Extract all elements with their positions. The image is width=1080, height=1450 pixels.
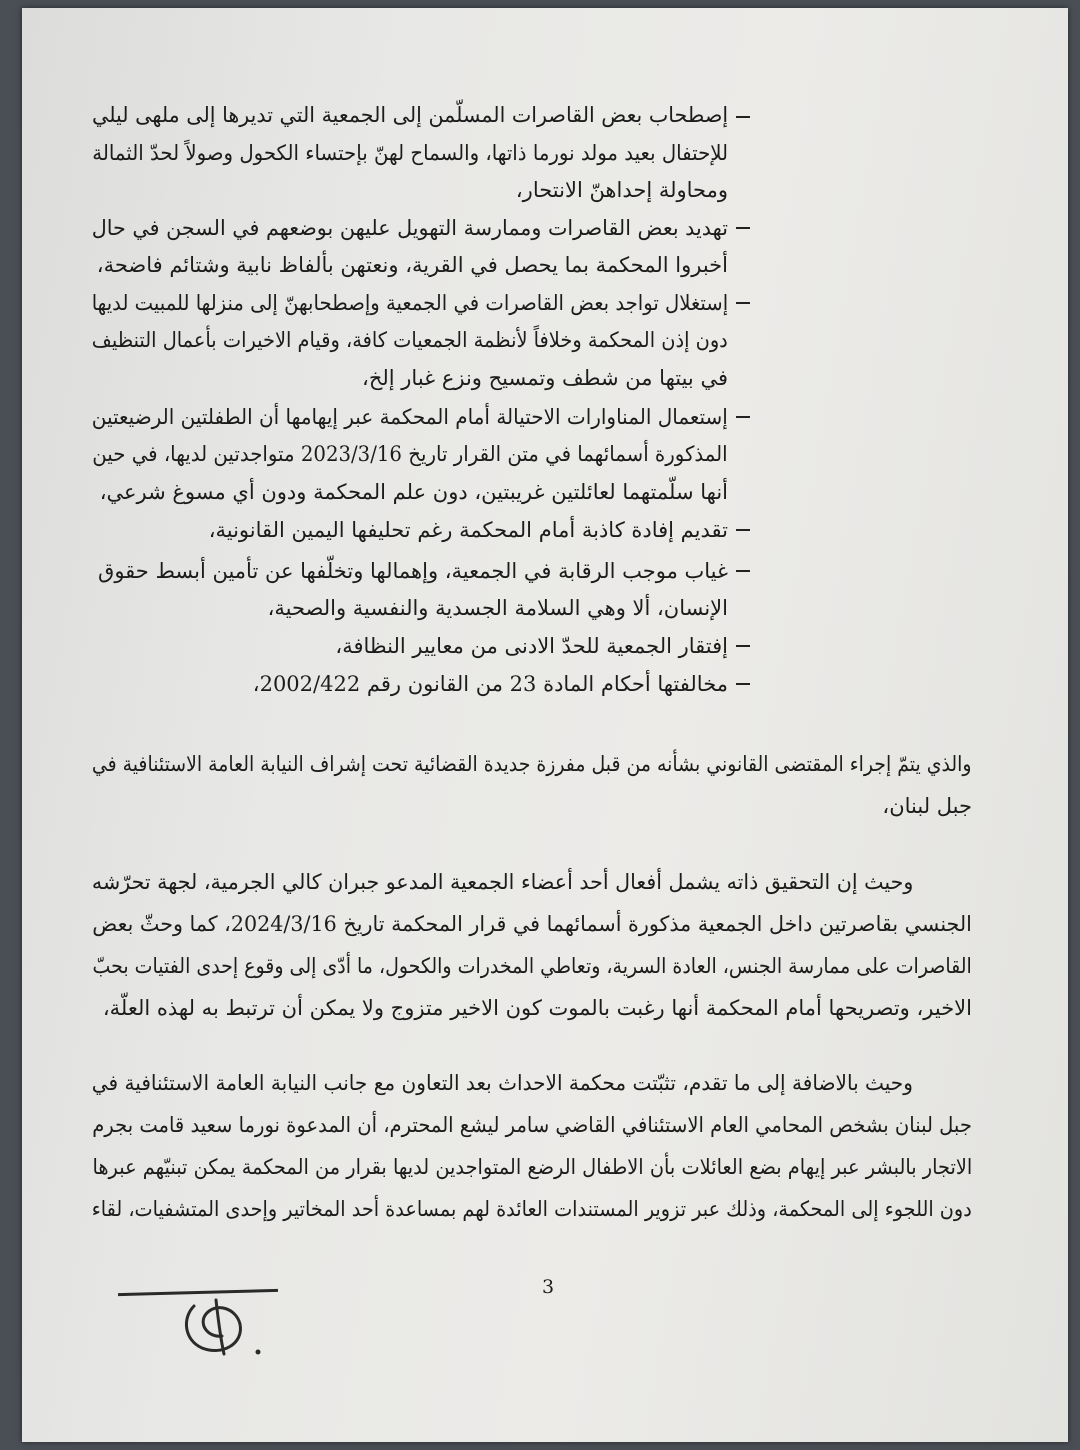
bullet-dash [736,683,750,685]
paragraph-1-line-2: جبل لبنان، [882,794,972,818]
bullet-dash [736,645,750,647]
bullet-1-line-1: إصطحاب بعض القاصرات المسلّمن إلى الجمعية التي تديرها إلى ملهى ليلي [91,103,728,127]
bullet-dash [736,302,750,304]
bullet-dash [736,570,750,572]
bullet-8-line-1: مخالفتها أحكام المادة 23 من القانون رقم 2002/422، [252,672,728,696]
paragraph-2-line-2: الجنسي بقاصرتين داخل الجمعية مذكورة أسمائهما في قرار المحكمة تاريخ 2024/3/16، كما وحثّ بعض [92,912,972,936]
bullet-4-line-1: إستعمال المناوارات الاحتيالة أمام المحكمة عبر إيهامها أن الطفلتين الرضيعتين [91,405,728,429]
bullet-6-line-1: غياب موجب الرقابة في الجمعية، وإهمالها وتخلّفها عن تأمين أبسط حقوق [98,559,728,583]
bullet-dash [736,227,750,229]
paragraph-3-line-1: وحيث بالاضافة إلى ما تقدم، تثبّتت محكمة الاحداث بعد التعاون مع جانب النيابة العامة الاستئنافية في [91,1071,913,1095]
paragraph-3-line-2: جبل لبنان بشخص المحامي العام الاستئنافي القاضي سامر ليشع المحترم، أن المدعوة نورما سعيد قامت بجرم [92,1113,972,1137]
document-page [22,8,1068,1442]
bullet-dash [736,529,750,531]
bullet-6-line-2: الإنسان، ألا وهي السلامة الجسدية والنفسية والصحية، [267,596,728,620]
bullet-1-line-2: للإحتفال بعيد مولد نورما ذاتها، والسماح لهنّ بإحتساء الكحول وصولاً لحدّ الثمالة [92,141,728,165]
bullet-7-line-1: إفتقار الجمعية للحدّ الادنى من معايير النظافة، [335,634,728,658]
bullet-3-line-1: إستغلال تواجد بعض القاصرات في الجمعية وإصطحابهنّ إلى منزلها للمبيت لديها [91,291,728,315]
paragraph-3-line-3: الاتجار بالبشر عبر إيهام بضع العائلات بأن الاطفال الرضع المتواجدين لديها بقرار من المحكمة يمكن تبنيّهم عبرها [92,1155,972,1179]
bullet-2-line-2: أخبروا المحكمة بما يحصل في القرية، ونعتهن بألفاظ نابية وشتائم فاضحة، [96,253,728,277]
paragraph-2-line-4: الاخير، وتصريحها أمام المحكمة أنها رغبت بالموت كون الاخير متزوج ولا يمكن أن ترتبط به لهذه العلّة، [102,996,972,1020]
paragraph-2-line-1: وحيث إن التحقيق ذاته يشمل أفعال أحد أعضاء الجمعية المدعو جبران كالي الجرمية، لجهة تحرّشه [91,870,913,894]
page-content [22,8,1068,1442]
bullet-4-line-3: أنها سلّمتهما لعائلتين غريبتين، دون علم المحكمة ودون أي مسوغ شرعي، [99,480,728,504]
paragraph-3-line-4: دون اللجوء إلى المحكمة، وذلك عبر تزوير المستندات العائدة لهم بمساعدة أحد المخاتير وإحدى المتشفيات، لقاء [91,1197,972,1221]
bullet-3-line-3: في بيتها من شطف وتمسيح ونزع غبار إلخ، [362,366,728,390]
bullet-5-line-1: تقديم إفادة كاذبة أمام المحكمة رغم تحليفها اليمين القانونية، [208,518,728,542]
bullet-dash [736,116,750,118]
paragraph-2-line-3: القاصرات على ممارسة الجنس، العادة السرية، وتعاطي المخدرات والكحول، ما أدّى إلى وقوع إحدى الفتيات بحبّ [92,954,972,978]
bullet-3-line-2: دون إذن المحكمة وخلافاً لأنظمة الجمعيات كافة، وقيام الاخيرات بأعمال التنظيف [92,328,728,352]
page-number: 3 [542,1276,555,1298]
signature-icon [172,1278,282,1378]
bullet-1-line-3: ومحاولة إحداهنّ الانتحار، [515,178,728,202]
bullet-2-line-1: تهديد بعض القاصرات وممارسة التهويل عليهن بوضعهم في السجن في حال [91,216,728,240]
bullet-4-line-2: المذكورة أسمائهما في متن القرار تاريخ 2023/3/16 متواجدتين لديها، في حين [92,442,728,466]
paragraph-1-line-1: والذي يتمّ إجراء المقتضى القانوني بشأنه من قبل مفرزة جديدة القضائية تحت إشراف النيابة العامة الاستئنافية في [92,752,972,776]
bullet-dash [736,416,750,418]
